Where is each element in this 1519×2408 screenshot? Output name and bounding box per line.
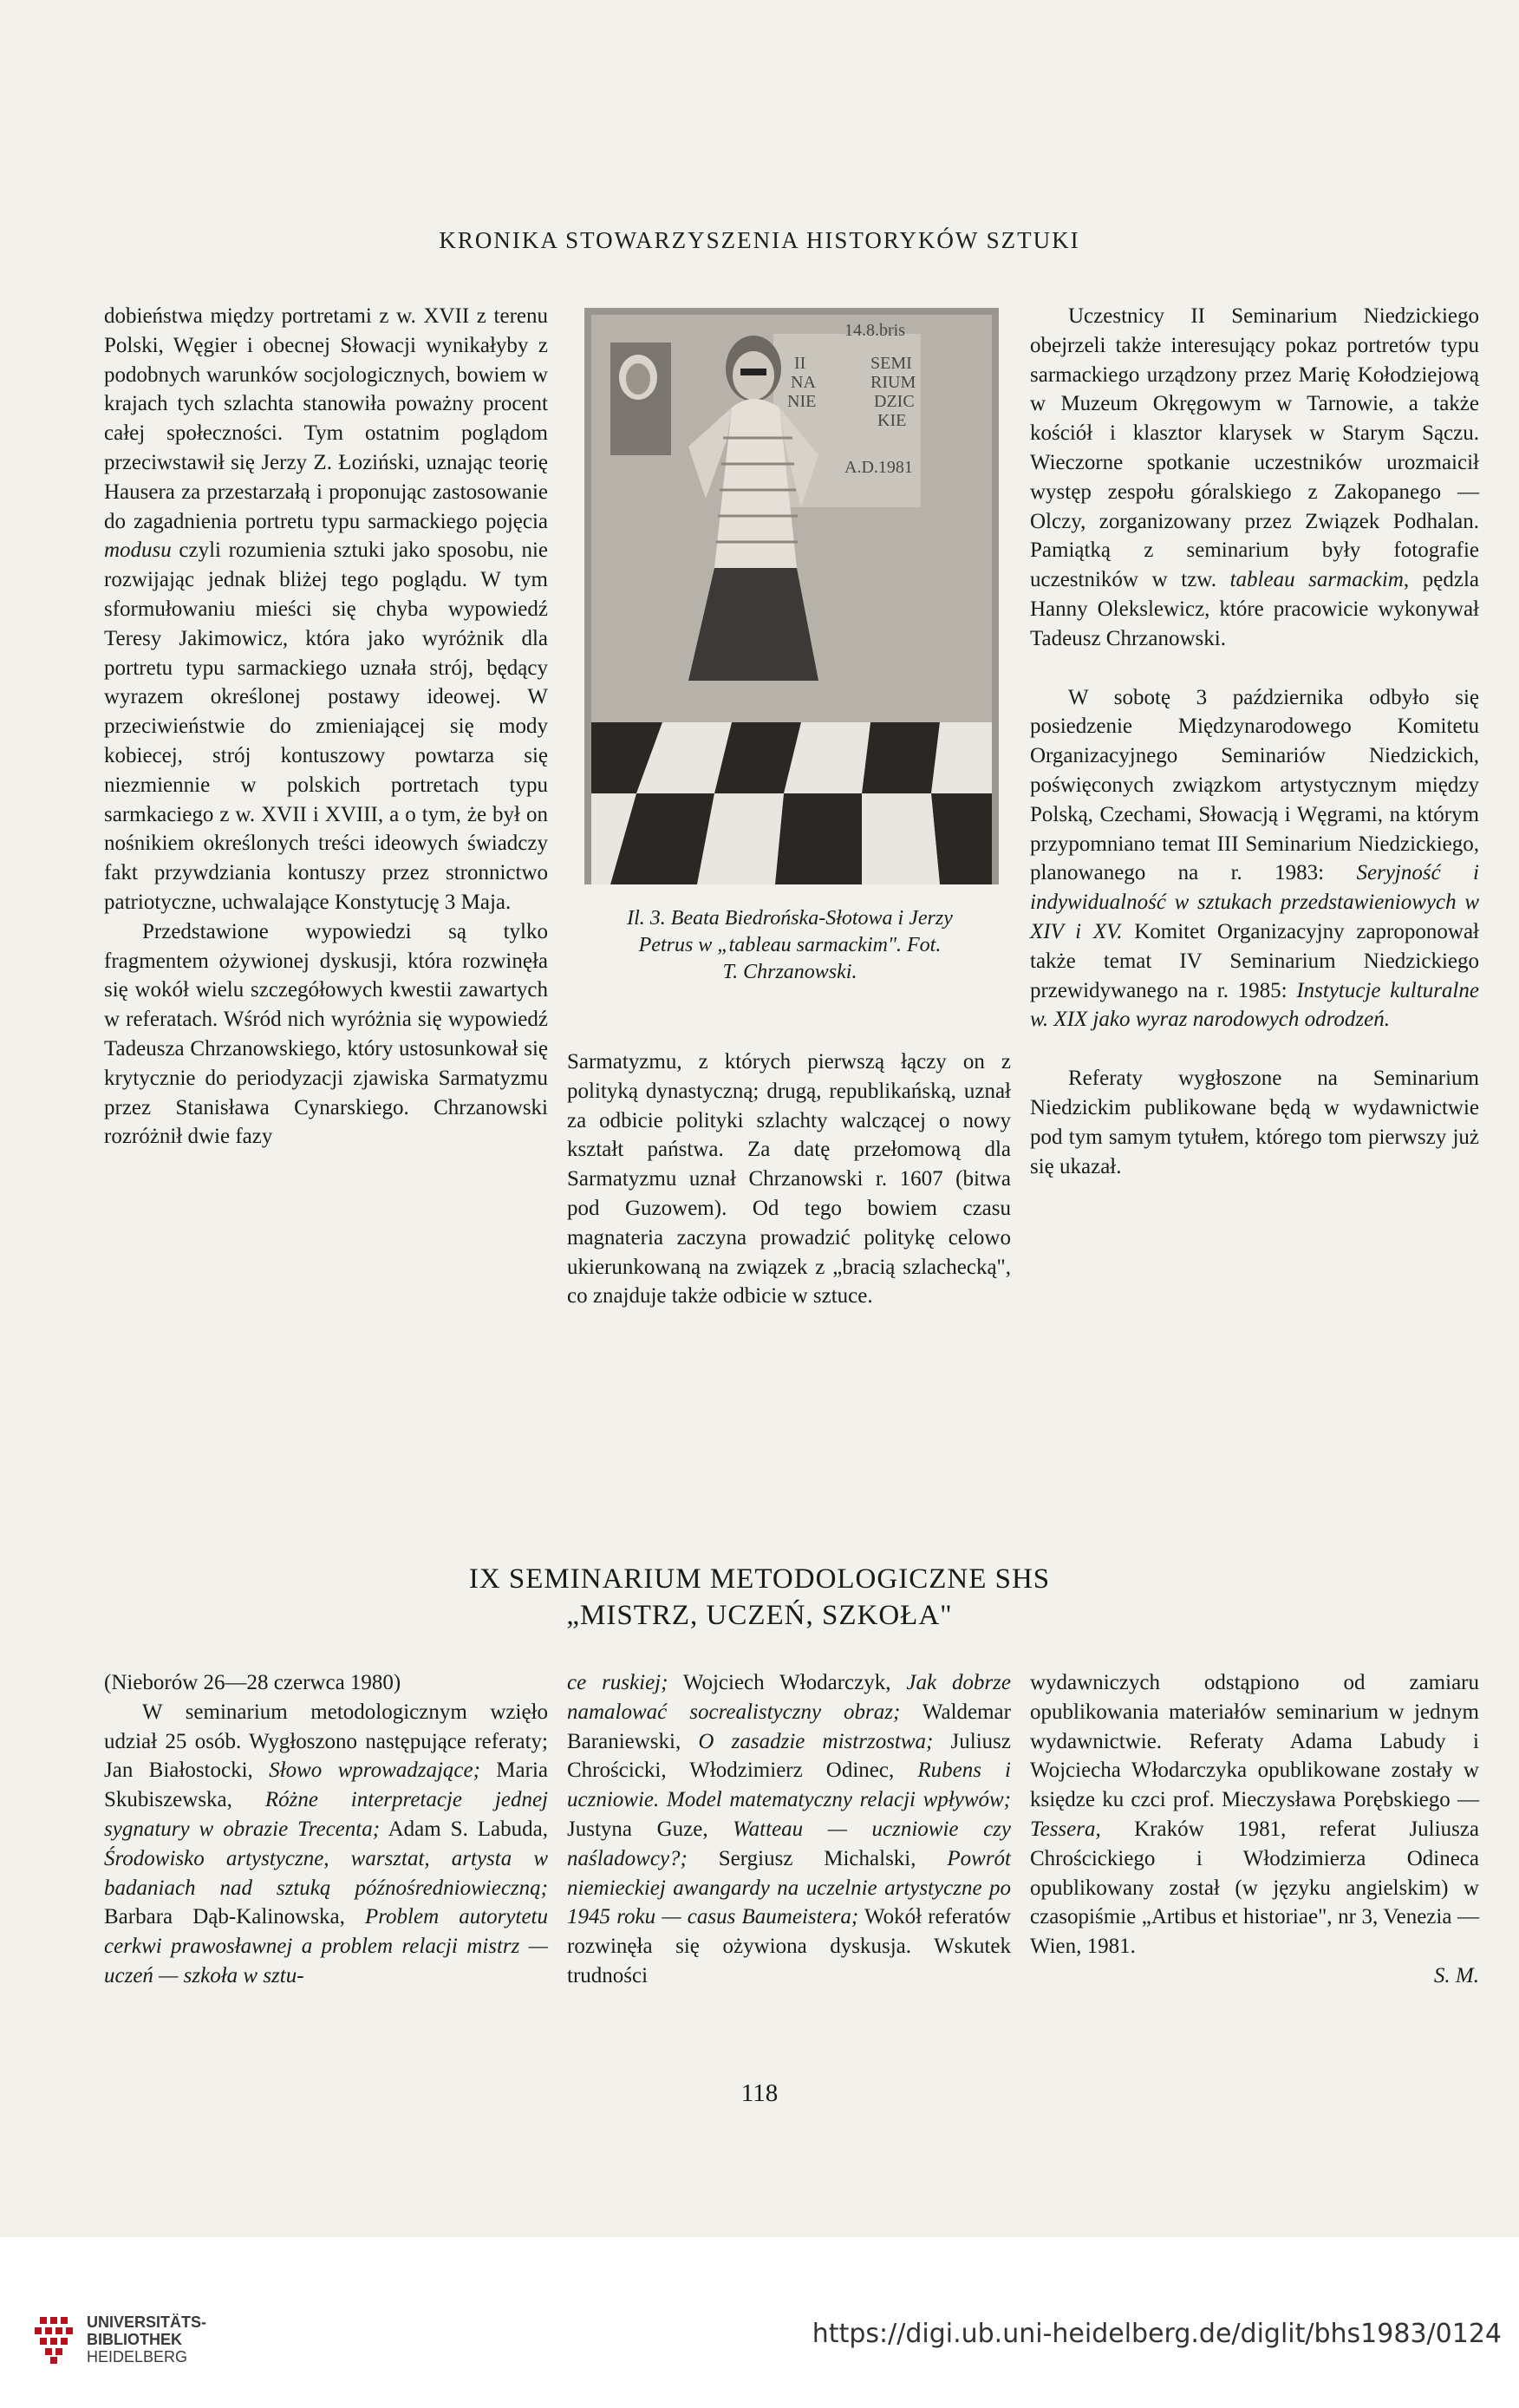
upper-right-column [1030,302,1479,1181]
paragraph: Sarmatyzmu, z których pierwszą łączy on z polityką dynastyczną; drugą, republikańską, uznał za odbicie polityki szlachty walczącej o nowy kształt państwa. Za datę przełomową dla Sarmatyzmu uznał Chrzanowski r. 1607 (bitwa pod Guzowem). Od tego bowiem czasu magnateria zaczyna prowadzić politykę celowo ukierunkowaną na związek z „bracią szlachecką", co znajduje także odbicie w sztuce. [567,1050,1011,1308]
library-name-line: BIBLIOTHEK [87,2331,182,2348]
caption-line: Petrus w „tableau sarmackim". Fot. [638,934,942,956]
painted-text: SEMI [870,354,912,373]
caption-line: T. Chrzanowski. [722,961,857,983]
section-title-line: „MISTRZ, UCZEŃ, SZKOŁA" [566,1600,953,1631]
paragraph: (Nieborów 26—28 czerwca 1980) [104,1671,401,1694]
paragraph: wydawniczych odstąpiono od zamiaru opublikowania materiałów seminarium w jednym wydawnictwie. Referaty Adama Labudy i Wojciecha Włodarczyka opublikowane zostały w księdze ku czci prof. Mieczysława Porębskiego — Tessera, Kraków 1981, referat Juliusza Chrościckiego i Włodzimierza Odineca opublikowany został (w języku angielskim) w czasopiśmie „Artibus et historiae", nr 3, Venezia — Wien, 1981. [1030,1671,1479,1959]
author-initials: S. M. [1433,1963,1479,1987]
library-logo-icon [28,2313,80,2366]
painted-text: DZIC [874,392,915,411]
paragraph: W sobotę 3 października odbyło się posiedzenie Międzynarodowego Komitetu Organizacyjnego Seminariów Niedzickich, poświęconych związkom artystycznym między Polską, Czechami, Słowacją i Węgrami, na którym przypomniano temat III Seminarium Niedzickiego, planowanego na r. 1983: Seryjność i indywidualność w sztukach przedstawieniowych w XIV i XV. Komitet Organizacyjny zaproponował także temat IV Seminarium Niedzickiego przewidywanego na r. 1985: Instytucje kulturalne w. XIX jako wyraz narodowych odrodzeń. [1030,685,1480,1032]
page-number: 118 [740,2079,779,2107]
upper-left-column [104,302,548,1152]
paragraph: Przedstawione wypowiedzi są tylko fragmentem ożywionej dyskusji, która rozwinęła się wokół wielu szczegółowych kwestii zawartych w referatach. Wśród nich wyróżnia się wypowiedź Tadeusza Chrzanowskiego, który ustosunkował się krytycznie do periodyzacji zjawiska Sarmatyzmu przez Stanisława Cynarskiego. Chrzanowski rozróżnił dwie fazy [104,919,548,1149]
section-title [0,1561,1519,1634]
caption-line: Il. 3. Beata Biedrońska-Słotowa i Jerzy [627,907,953,930]
library-name-line: HEIDELBERG [87,2348,188,2366]
lower-left-column [104,1668,548,1991]
tableau-photo-illustration [584,308,999,884]
painted-text: RIUM [870,373,916,392]
painted-text: 14.8.bris [844,321,905,340]
paragraph: dobieństwa między portretami z w. XVII z terenu Polski, Węgier i obecnej Słowacji wynikałyby z podobnych warunków socjologicznych, bowiem w krajach tych szlachta stanowiła poważny procent całej społeczności. Tym ostatnim poglądom przeciwstawił się Jerzy Z. Łoziński, uznając teorię Hausera za przestarzałą i proponując zastosowanie do zagadnienia portretu typu sarmackiego pojęcia modusu czyli rozumienia sztuki jako sposobu, nie rozwijając jednak bliżej tego poglądu. W tym sformułowaniu mieści się chyba wypowiedź Teresy Jakimowicz, która jako wyróżnik dla portretu typu sarmackiego uznała strój, będący wyrazem określonej postawy ideowej. W przeciwieństwie do zmieniającej się mody kobiecej, strój kontuszowy powtarza się niezmiennie w polskich portretach typu sarmkaciego z w. XVII i XVIII, a o tym, że był on nośnikiem określonych treści ideowych świadczy fakt przywdziania kontuszy przez stronnictwo patriotyczne, uchwalające Konstytucję 3 Maja. [104,304,548,914]
figure-caption [569,905,1011,986]
painted-text: NA [791,373,816,392]
painted-text: KIE [877,411,907,430]
upper-middle-column [567,1047,1011,1311]
paragraph: ce ruskiej; Wojciech Włodarczyk, Jak dobrze namalować socrealistyczny obraz; Waldemar Baraniewski, O zasadzie mistrzostwa; Juliusz Chrościcki, Włodzimierz Odinec, Rubens i uczniowie. Model matematyczny relacji wpływów; Justyna Guze, Watteau — uczniowie czy naśladowcy?; Sergiusz Michalski, Powrót niemieckiej awangardy na uczelnie artystyczne po 1945 roku — casus Baumeistera; Wokół referatów rozwinęła się ożywiona dyskusja. Wskutek trudności [567,1671,1012,1987]
painted-text: NIE [787,392,817,411]
source-url-link[interactable]: https://digi.ub.uni-heidelberg.de/diglit/bhs1983/0124 [812,2319,1502,2349]
running-head: KRONIKA STOWARZYSZENIA HISTORYKÓW SZTUKI [439,227,1080,253]
paragraph: Referaty wygłoszone na Seminarium Niedzickim publikowane będą w wydawnictwie pod tym samym tytułem, którego tom pierwszy już się ukazał. [1030,1067,1479,1178]
lower-right-column [1030,1668,1479,1991]
library-name [87,2313,206,2366]
lower-middle-column [567,1668,1011,1991]
paragraph: Uczestnicy II Seminarium Niedzickiego obejrzeli także interesujący pokaz portretów typu sarmackiego urządzony przez Marię Kołodziejową w Muzeum Okręgowym w Tarnowie, a także kościół i klasztor klarysek w Starym Sączu. Wieczorne spotkanie uczestników urozmaicił występ zespołu góralskiego z Zakopanego — Olczy, zorganizowany przez Związek Podhalan. Pamiątką z seminarium były fotografie uczestników w tzw. tableau sarmackim, pędzla Hanny Olekslewicz, które pracowicie wykonywał Tadeusz Chrzanowski. [1030,304,1479,650]
library-name-line: UNIVERSITÄTS- [87,2313,207,2331]
section-title-line: IX SEMINARIUM METODOLOGICZNE SHS [468,1563,1051,1595]
painted-text: II [794,354,806,373]
paragraph: W seminarium metodologicznym wzięło udział 25 osób. Wygłoszono następujące referaty; Jan Białostocki, Słowo wprowadzające; Maria Skubiszewska, Różne interpretacje jednej sygnatury w obrazie Trecenta; Adam S. Labuda, Środowisko artystyczne, warsztat, artysta w badaniach nad sztuką późnośredniowieczną; Barbara Dąb-Kalinowska, Problem autorytetu cerkwi prawosławnej a problem relacji mistrz — uczeń — szkoła w sztu- [104,1700,548,1987]
painted-text: A.D.1981 [844,458,913,477]
figure-photo [584,308,999,884]
